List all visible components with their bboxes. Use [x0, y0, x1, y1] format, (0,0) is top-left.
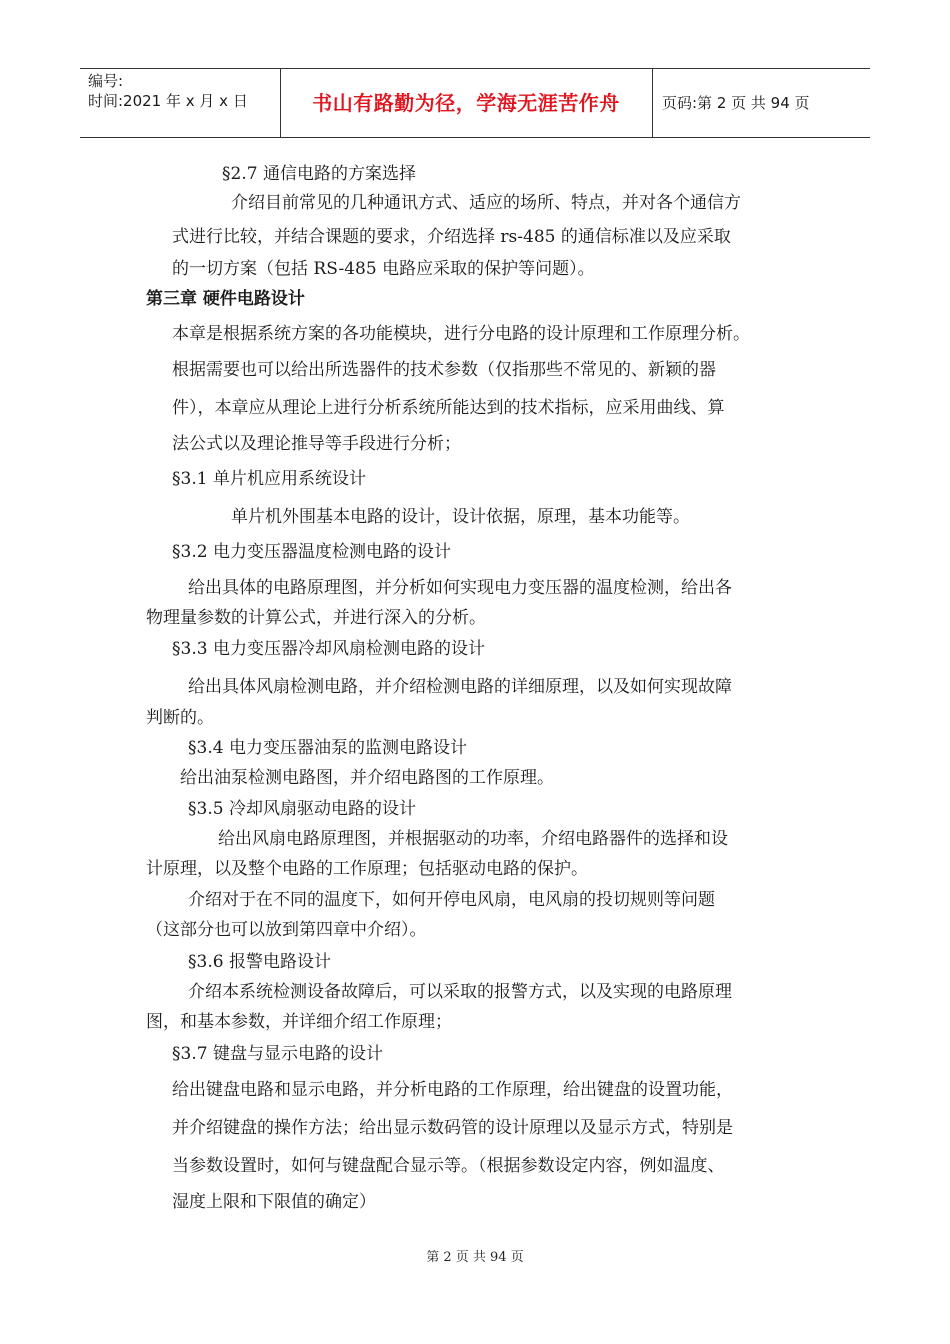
section-3-1-heading: §3.1 单片机应用系统设计 [172, 469, 366, 489]
header-info-cell [80, 69, 281, 137]
paragraph-line: 给出风扇电路原理图，并根据驱动的功率，介绍电路器件的选择和设 [218, 829, 728, 849]
paragraph-line: 根据需要也可以给出所选器件的技术参数（仅指那些不常见的、新颖的器 [172, 360, 716, 380]
paragraph-line: 介绍对于在不同的温度下，如何开停电风扇，电风扇的投切规则等问题 [188, 890, 715, 910]
paragraph-line: 介绍本系统检测设备故障后，可以采取的报警方式，以及实现的电路原理 [188, 982, 732, 1002]
paragraph-line: 给出具体风扇检测电路，并介绍检测电路的详细原理，以及如何实现故障 [188, 677, 732, 697]
paragraph-line: 给出具体的电路原理图，并分析如何实现电力变压器的温度检测，给出各 [188, 578, 732, 598]
chapter-3-heading: 第三章 硬件电路设计 [146, 289, 305, 309]
section-3-6-heading: §3.6 报警电路设计 [188, 952, 331, 972]
header-time-label: 时间:2021 年 x 月 x 日 [88, 92, 248, 110]
paragraph-line: 给出键盘电路和显示电路，并分析电路的工作原理，给出键盘的设置功能， [172, 1080, 733, 1100]
paragraph-line: 图，和基本参数，并详细介绍工作原理； [146, 1012, 452, 1032]
paragraph-line: 式进行比较，并结合课题的要求，介绍选择 rs-485 的通信标准以及应采取 [172, 227, 731, 247]
section-3-5-heading: §3.5 冷却风扇驱动电路的设计 [188, 799, 416, 819]
page-footer: 第 2 页 共 94 页 [426, 1250, 524, 1265]
paragraph-line: 当参数设置时，如何与键盘配合显示等。（根据参数设定内容，例如温度、 [172, 1156, 725, 1176]
section-3-7-heading: §3.7 键盘与显示电路的设计 [172, 1044, 383, 1064]
paragraph-line: 介绍目前常见的几种通讯方式、适应的场所、特点，并对各个通信方 [231, 193, 741, 213]
section-2-7-heading: §2.7 通信电路的方案选择 [222, 164, 416, 184]
paragraph-line: 计原理，以及整个电路的工作原理；包括驱动电路的保护。 [146, 859, 588, 879]
header-page-label: 页码:第 2 页 共 94 页 [662, 94, 810, 112]
paragraph-line: 湿度上限和下限值的确定） [172, 1192, 376, 1212]
section-3-2-heading: §3.2 电力变压器温度检测电路的设计 [172, 542, 451, 562]
header-motto: 书山有路勤为径，学海无涯苦作舟 [280, 69, 653, 137]
page-header [80, 68, 870, 138]
paragraph-line: 的一切方案（包括 RS-485 电路应采取的保护等问题）。 [172, 259, 595, 279]
paragraph-line: 判断的。 [146, 708, 214, 728]
paragraph-line: 本章是根据系统方案的各功能模块，进行分电路的设计原理和工作原理分析。 [172, 324, 750, 344]
paragraph-line: 物理量参数的计算公式，并进行深入的分析。 [146, 608, 486, 628]
paragraph-line: 给出油泵检测电路图，并介绍电路图的工作原理。 [180, 768, 554, 788]
paragraph-line: 并介绍键盘的操作方法；给出显示数码管的设计原理以及显示方式，特别是 [172, 1118, 733, 1138]
paragraph-line: （这部分也可以放到第四章中介绍）。 [146, 920, 427, 940]
section-3-3-heading: §3.3 电力变压器冷却风扇检测电路的设计 [172, 639, 485, 659]
paragraph-line: 法公式以及理论推导等手段进行分析； [172, 434, 461, 454]
paragraph-line: 件），本章应从理论上进行分析系统所能达到的技术指标，应采用曲线、算 [172, 398, 725, 418]
paragraph-line: 单片机外围基本电路的设计，设计依据，原理，基本功能等。 [231, 507, 690, 527]
section-3-4-heading: §3.4 电力变压器油泵的监测电路设计 [188, 738, 467, 758]
header-number-label: 编号: [88, 72, 124, 90]
